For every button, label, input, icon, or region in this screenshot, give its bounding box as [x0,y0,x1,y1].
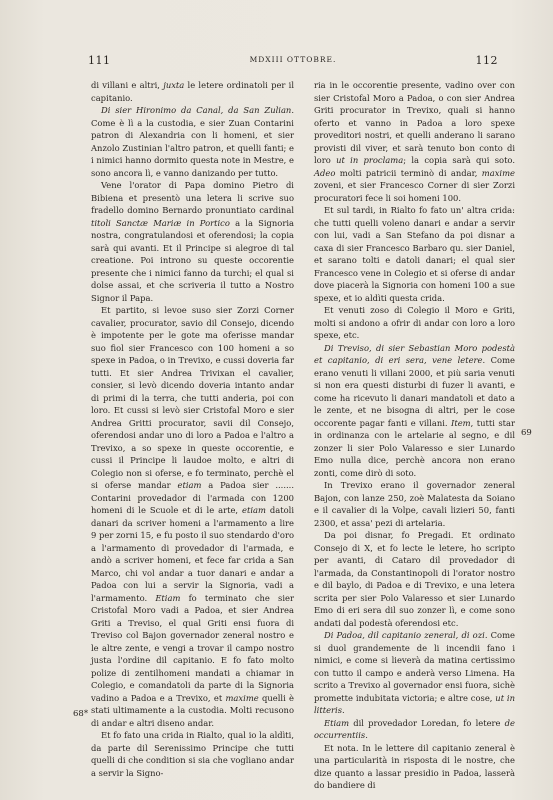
right-column-paragraph: In Trevixo erano il governador zeneral Bajon, con lanze 250, zoè Malatesta da Soiano e il cavalier di la Volpe, cavali lizieri 50, fanti 2300, et assa' pezi di artelaria. [314,480,515,528]
left-column-paragraph: di villani e altri, juxta le letere ordinatoli per il capitanio. [91,80,295,103]
page-header [88,54,498,68]
right-column-paragraph: Et nota. In le lettere dil capitanio zeneral è una particularità in risposta di le nostre, che dize quanto a lassar presidio in Padoa, lasserà do bandiere di [314,742,515,790]
page-number-right: 112 [475,54,498,67]
margin-number-left: 68* [73,709,89,719]
left-column-paragraph: Di sier Hironimo da Canal, da San Zulian. Come è lì a la custodia, e sier Zuan Contarini patron di Alexandria con li homeni, et sier Anzolo Zustinian l'altro patron, et quelli fanti; e i nimici hanno dormito questa note in Mestre, e sono ancora lì, e vanno danizando per tutto. [91,105,294,178]
left-column-paragraph: Et partito, si levoe suso sier Zorzi Corner cavalier, procurator, savio dil Consejo, dicendo è impotente per le gote ma oferisse mandar suo fiol sier Francesco con 100 homeni a so spexe in Padoa, o in Trevixo, e cussi doveria far tutti. Et sier Andrea Trivixan el cavalier, consier, si levò dicendo doveria intanto andar di primi di la terra, che tutti anderia, poi con loro. Et cussi si levò sier Cristofal Moro e sier Andrea Gritti procurator, savii dil Consejo, oferendosi andar uno di loro a Padoa e l'altro a Trevixo, a so spexe in queste occorentie, e cussi il Principe li laudoe molto, e altri di Colegio non si oferse, e fo terminato, perchè el si oferse mandar etiam a Padoa sier ....... Contarini provedador di l'armada con 1200 homeni di le Scuole et di le arte, etiam datoli danari da scriver homeni a l'armamento a lire 9 per zorni 15, e fu posto il suo stendardo d'oro a l'armamento di provedador di l'armada, e andò a scriver homeni, et fece far crida a San Marco, chi vol andar a tuor danari e andar a Padoa con lui a servir la Signoria, vadi a l'armamento. Etiam fo terminato che sier Cristofal Moro vadi a Padoa, et sier Andrea Griti a Treviso, el qual Griti ensi fuora di Treviso col Bajon governador zeneral nostro e le altre zente, e vengi a trovar il campo nostro justa l'ordine dil capitanio. E fo fato molto polize di zentilhomeni mandati a chiamar in Colegio, e comandatoli da parte di la Signoria vadino a Padoa e a Trevixo, et maxime quelli è stati ultimamente a la custodia. Molti recusono di andar e altri diseno andar. [91,305,295,728]
right-column-paragraph: Et venuti zoso di Colegio il Moro e Griti, molti si andono a ofrir di andar con loro a loro spexe, etc. [314,305,515,340]
right-column-paragraph: Et sul tardi, in Rialto fo fato un' altra crida: che tutti quelli voleno danari e andar a servir con lui, vadi a San Stefano da poi disnar a caxa di sier Francesco Barbaro qu. sier Daniel, et sarano tolti e datoli danari; el qual sier Francesco vene in Colegio et si oferse di andar dove piacerà la Signoria con homeni 100 a sue spexe, et io aldìti questa crida. [314,205,515,303]
right-column [314,79,515,792]
margin-number-right: 69 [521,428,532,438]
running-title: MDXIII OTTOBRE. [249,55,337,64]
right-column-paragraph: Etiam dil provedador Loredan, fo letere de occurrentiis. [314,717,515,740]
page-number-left: 111 [88,54,111,67]
left-column [91,79,294,779]
right-column-paragraph: Di Treviso, di sier Sebastian Moro podestà et capitanio, di eri sera, vene letere. Come erano venuti li villani 2000, et più saria venuti si non era questi disturbi di fuzer li avanti, e come ha ricevuto li danari mandatoli et dato a le zente, et ne bisogna di altri, per le cose occorente pagar fanti e villani. Item, tutti star in ordinanza con le artelarie al segno, e dil zonzer li sier Polo Valaresso e sier Lunardo Emo nulla dice, perchè ancora non erano zonti, come dirò di soto. [314,342,515,478]
right-column-paragraph: Di Padoa, dil capitanio zeneral, di ozi. Come si duol grandemente de li incendii fano i nimici, e come si lieverà da matina certissimo con tutto il campo e anderà verso Limena. Ha scrito a Trevixo al governador ensi fuora, sichè promette indubitata victoria; e altre cose, ut in litteris. [314,630,515,715]
left-column-paragraph: Vene l'orator di Papa domino Pietro di Bibiena et presentò una letera li scrive suo fradello domino Bernardo pronuntiato cardinal titoli Sanctæ Mariæ in Portico a la Signoria nostra, congratulandosi et oferendosi; la copia sarà qui avanti. Et il Principe si alegroe di tal creatione. Poi introno su queste occorentie presente che i nimici fanno da turchi; el qual si dolse assai, et che scriveria il tutto a Nostro Signor il Papa. [91,180,294,303]
right-column-paragraph: ria in le occorentie presente, vadino over con sier Cristofal Moro a Padoa, o con sier Andrea Griti procurator in Trevixo, quali si hanno oferto et vanno in Padoa a loro spexe proveditori nostri, et quelli anderano li sarano provisti dil viver, et sarà tenuto bon conto di loro ut in proclama; la copia sarà qui soto. Adeo molti patricii terminò di andar, maxime zoveni, et sier Francesco Corner di sier Zorzi procuratori fece li soi homeni 100. [314,80,515,203]
left-column-paragraph: Et fo fato una crida in Rialto, qual io la aldìti, da parte dil Serenissimo Principe che tutti quelli di che condition si sia che vogliano andar a servir la Signo- [91,730,294,778]
right-column-paragraph: Da poi disnar, fo Pregadi. Et ordinato Consejo di X, et fo lecte le letere, ho scripto per avanti, di Cataro dil provedador di l'armada, da Constantinopoli di l'orator nostro e dil baylo, di Padoa e di Trevixo, e una letera scrita per sier Polo Valaresso et sier Lunardo Emo di eri sera dil suo zonzer lì, e come sono andati dal podestà oferendosi etc. [314,530,515,628]
